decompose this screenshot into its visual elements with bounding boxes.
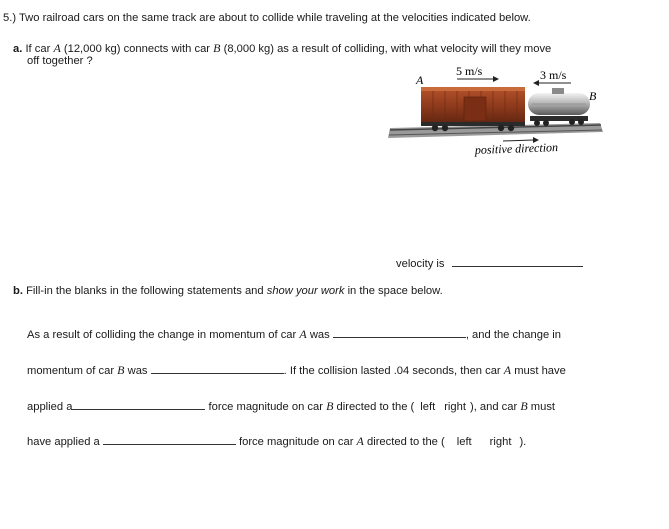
statement-text: directed to the ( [336, 401, 415, 413]
statement-text: force magnitude on car [208, 401, 323, 413]
statement-text: As a result of colliding the change in momentum of car [27, 329, 297, 341]
statement-text: ). [519, 436, 527, 448]
statement-line-2 [27, 363, 566, 378]
force-on-b-blank[interactable] [72, 399, 205, 410]
statement-text: applied a [27, 401, 73, 413]
car-b-symbol: B [520, 399, 528, 413]
momentum-change-b-blank[interactable] [151, 363, 284, 374]
statement-text: , and the change in [465, 329, 562, 341]
statement-text: was [309, 329, 330, 341]
statement-text: must have [514, 365, 566, 377]
tank-car-b [528, 88, 590, 126]
statement-text: . If the collision lasted .04 seconds, then car [283, 365, 501, 377]
part-b-text: in the space below. [347, 285, 443, 297]
car-a-symbol: A [503, 363, 512, 377]
part-a-line-2: off together ? [27, 55, 93, 67]
car-b-symbol: B [213, 41, 221, 55]
direction-left-option[interactable]: left [420, 401, 436, 413]
statement-text: ), and car [469, 401, 518, 413]
statement-text: was [127, 365, 148, 377]
statement-text: must [530, 401, 556, 413]
statement-line-4 [27, 434, 526, 449]
part-b-text: Fill-in the blanks in the following statements and [26, 285, 264, 297]
boxcar-a [421, 87, 525, 131]
car-b-symbol: B [326, 399, 334, 413]
velocity-b-label: 3 m/s [540, 68, 567, 82]
momentum-change-a-blank[interactable] [333, 327, 466, 338]
statement-text: force magnitude on car [239, 436, 354, 448]
part-b-instructions [13, 285, 443, 297]
question-header: 5.) Two railroad cars on the same track are about to collide while traveling at the velocities indicated below. [3, 12, 531, 24]
car-a-symbol: A [299, 327, 307, 341]
velocity-answer-row [396, 256, 583, 270]
part-a-text: (12,000 kg) connects with car [63, 43, 211, 55]
part-a-text: If car [25, 43, 51, 55]
car-b-label: B [589, 89, 597, 103]
velocity-answer-blank[interactable] [452, 256, 583, 267]
force-on-a-blank[interactable] [103, 434, 236, 445]
part-a-line-1 [13, 41, 551, 56]
direction-right-option[interactable]: right [489, 436, 512, 448]
direction-left-option[interactable]: left [456, 436, 472, 448]
part-b-label: b. [13, 285, 23, 297]
part-b-emphasis: show your work [266, 285, 345, 297]
car-a-symbol: A [53, 41, 61, 55]
velocity-answer-label: velocity is [396, 258, 445, 270]
part-a-text: (8,000 kg) as a result of colliding, with what velocity will they move [223, 43, 552, 55]
part-a-label: a. [13, 43, 23, 55]
railroad-cars-figure [385, 60, 605, 170]
positive-direction-label: positive direction [474, 140, 559, 157]
car-a-label: A [416, 73, 424, 87]
statement-line-3 [27, 399, 555, 414]
car-a-symbol: A [356, 434, 364, 448]
car-b-symbol: B [117, 363, 125, 377]
statement-text: directed to the ( [367, 436, 445, 448]
statement-line-1 [27, 327, 561, 342]
velocity-a-label: 5 m/s [456, 64, 483, 78]
direction-right-option[interactable]: right [444, 401, 466, 413]
statement-text: momentum of car [27, 365, 115, 377]
statement-text: have applied a [27, 436, 100, 448]
